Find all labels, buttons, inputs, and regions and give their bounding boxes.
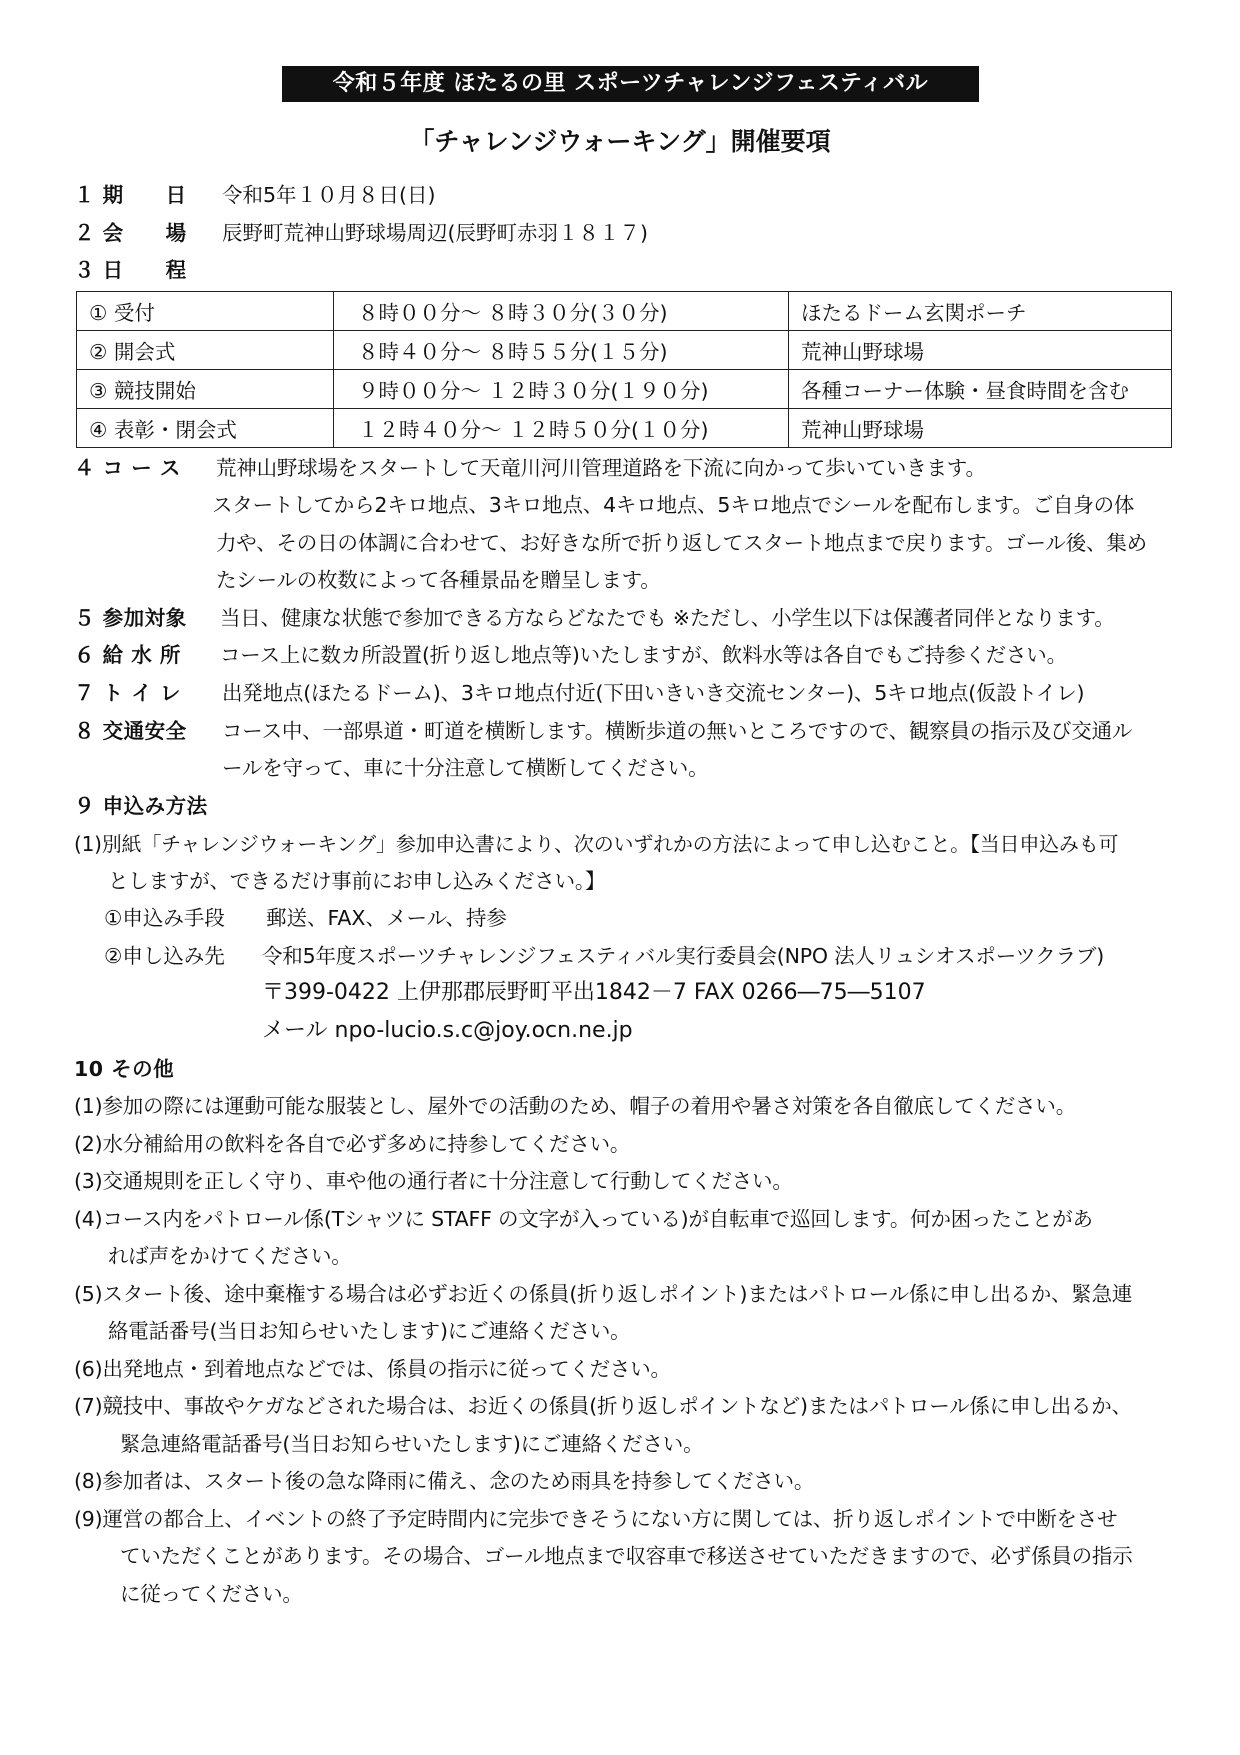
notes-line: 緊急連絡電話番号(当日お知らせいたします)にご連絡ください。 xyxy=(120,1432,704,1456)
notes-line: (7)競技中、事故やケガなどされた場合は、お近くの係員(折り返しポイントなど)またはパトロール係に申し出るか、 xyxy=(74,1394,1132,1418)
course-line: 力や、その日の体調に合わせて、お好きな所で折り返してスタート地点まで戻ります。ゴール後、集め xyxy=(216,531,1147,555)
schedule-time: ８時００分～ ８時３０分(３０分) xyxy=(334,292,789,331)
schedule-item: ② 開会式 xyxy=(77,331,334,370)
section-9-label: ９ 申込み方法 xyxy=(74,794,208,818)
section-5-text: 当日、健康な状態で参加できる方ならどなたでも ※ただし、小学生以下は保護者同伴となります。 xyxy=(220,606,1115,630)
traffic-line: コース中、一部県道・町道を横断します。横断歩道の無いところですので、観察員の指示及び交通ル xyxy=(222,719,1133,743)
section-10-label: 10 その他 xyxy=(74,1057,175,1081)
notes-line: (4)コース内をパトロール係(Tシャツに STAFF の文字が入っている)が自転車で巡回します。何か困ったことがあ xyxy=(74,1207,1093,1231)
table-row xyxy=(77,292,1172,331)
notes-line: に従ってください。 xyxy=(120,1582,303,1606)
notes-line: 絡電話番号(当日お知らせいたします)にご連絡ください。 xyxy=(108,1319,631,1343)
schedule-place: 荒神山野球場 xyxy=(789,409,1172,448)
traffic-line: ールを守って、車に十分注意して横断してください。 xyxy=(222,756,709,780)
section-3-label: ３ 日 程 xyxy=(74,258,187,282)
table-row xyxy=(77,331,1172,370)
course-line: たシールの枚数によって各種景品を贈呈します。 xyxy=(216,568,661,592)
section-5-label: ５ 参加対象 xyxy=(74,606,187,630)
application-means-label: ①申込み手段 xyxy=(104,906,225,930)
notes-line: ていただくことがあります。その場合、ゴール地点まで収容車で移送させていただきますので、必ず係員の指示 xyxy=(120,1544,1133,1568)
section-7-label: ７ ト イ レ xyxy=(74,681,181,705)
schedule-item: ① 受付 xyxy=(77,292,334,331)
schedule-place: ほたるドーム玄関ポーチ xyxy=(789,292,1172,331)
table-row xyxy=(77,409,1172,448)
course-line: 荒神山野球場をスタートして天竜川河川管理道路を下流に向かって歩いていきます。 xyxy=(216,456,986,480)
section-2-label: ２ 会 場 xyxy=(74,221,187,245)
document-title: 「チャレンジウォーキング」開催要項 xyxy=(409,127,831,156)
notes-line: (5)スタート後、途中棄権する場合は必ずお近くの係員(折り返しポイント)またはパトロール係に申し出るか、緊急連 xyxy=(74,1282,1133,1306)
notes-line: (8)参加者は、スタート後の急な降雨に備え、念のため雨具を持参してください。 xyxy=(74,1469,815,1493)
section-2-text: 辰野町荒神山野球場周辺(辰野町赤羽１８１７) xyxy=(222,221,648,245)
schedule-time: ９時００分～ １２時３０分(１９０分) xyxy=(334,370,789,409)
application-address: 〒399-0422 上伊那郡辰野町平出1842－7 FAX 0266―75―5107 xyxy=(262,980,926,1005)
notes-line: れば声をかけてください。 xyxy=(108,1244,352,1268)
application-means: 郵送、FAX、メール、持参 xyxy=(266,906,507,930)
application-line: (1)別紙「チャレンジウォーキング」参加申込書により、次のいずれかの方法によって申し込むこと。【当日申込みも可 xyxy=(74,832,1119,856)
course-line: スタートしてから2キロ地点、3キロ地点、4キロ地点、5キロ地点でシールを配布します。ご自身の体 xyxy=(212,493,1135,517)
section-1-label: １ 期 日 xyxy=(74,183,187,207)
schedule-time: １２時４０分～ １２時５０分(１０分) xyxy=(334,409,789,448)
notes-line: (2)水分補給用の飲料を各自で必ず多めに持参してください。 xyxy=(74,1132,631,1156)
event-banner: 令和５年度 ほたるの里 スポーツチャレンジフェスティバル xyxy=(282,66,979,102)
table-row xyxy=(77,370,1172,409)
application-destination-label: ②申し込み先 xyxy=(104,944,225,968)
section-4-label: ４ コ ー ス xyxy=(74,456,181,480)
notes-line: (6)出発地点・到着地点などでは、係員の指示に従ってください。 xyxy=(74,1357,671,1381)
notes-line: (9)運営の都合上、イベントの終了予定時間内に完歩できそうにない方に関しては、折り返しポイントで中断をさせ xyxy=(74,1507,1118,1531)
schedule-item: ④ 表彰・閉会式 xyxy=(77,409,334,448)
application-destination: 令和5年度スポーツチャレンジフェスティバル実行委員会(NPO 法人リュシオスポーツクラブ) xyxy=(262,944,1105,968)
schedule-place: 荒神山野球場 xyxy=(789,331,1172,370)
section-1-text: 令和5年１０月８日(日) xyxy=(222,183,436,207)
section-8-label: ８ 交通安全 xyxy=(74,719,187,743)
schedule-place: 各種コーナー体験・昼食時間を含む xyxy=(789,370,1172,409)
schedule-item: ③ 競技開始 xyxy=(77,370,334,409)
notes-line: (3)交通規則を正しく守り、車や他の通行者に十分注意して行動してください。 xyxy=(74,1169,793,1193)
section-6-label: ６ 給 水 所 xyxy=(74,643,181,667)
application-email: メール npo-lucio.s.c@joy.ocn.ne.jp xyxy=(262,1018,633,1043)
notes-line: (1)参加の際には運動可能な服装とし、屋外での活動のため、帽子の着用や暑さ対策を各自徹底してください。 xyxy=(74,1094,1077,1118)
section-7-text: 出発地点(ほたるドーム)、3キロ地点付近(下田いきいき交流センター)、5キロ地点(仮設トイレ) xyxy=(222,681,1085,705)
application-line: としますが、できるだけ事前にお申し込みください。】 xyxy=(108,869,606,893)
schedule-time: ８時４０分～ ８時５５分(１５分) xyxy=(334,331,789,370)
schedule-table xyxy=(76,291,1172,448)
section-6-text: コース上に数カ所設置(折り返し地点等)いたしますが、飲料水等は各自でもご持参ください。 xyxy=(220,643,1067,667)
